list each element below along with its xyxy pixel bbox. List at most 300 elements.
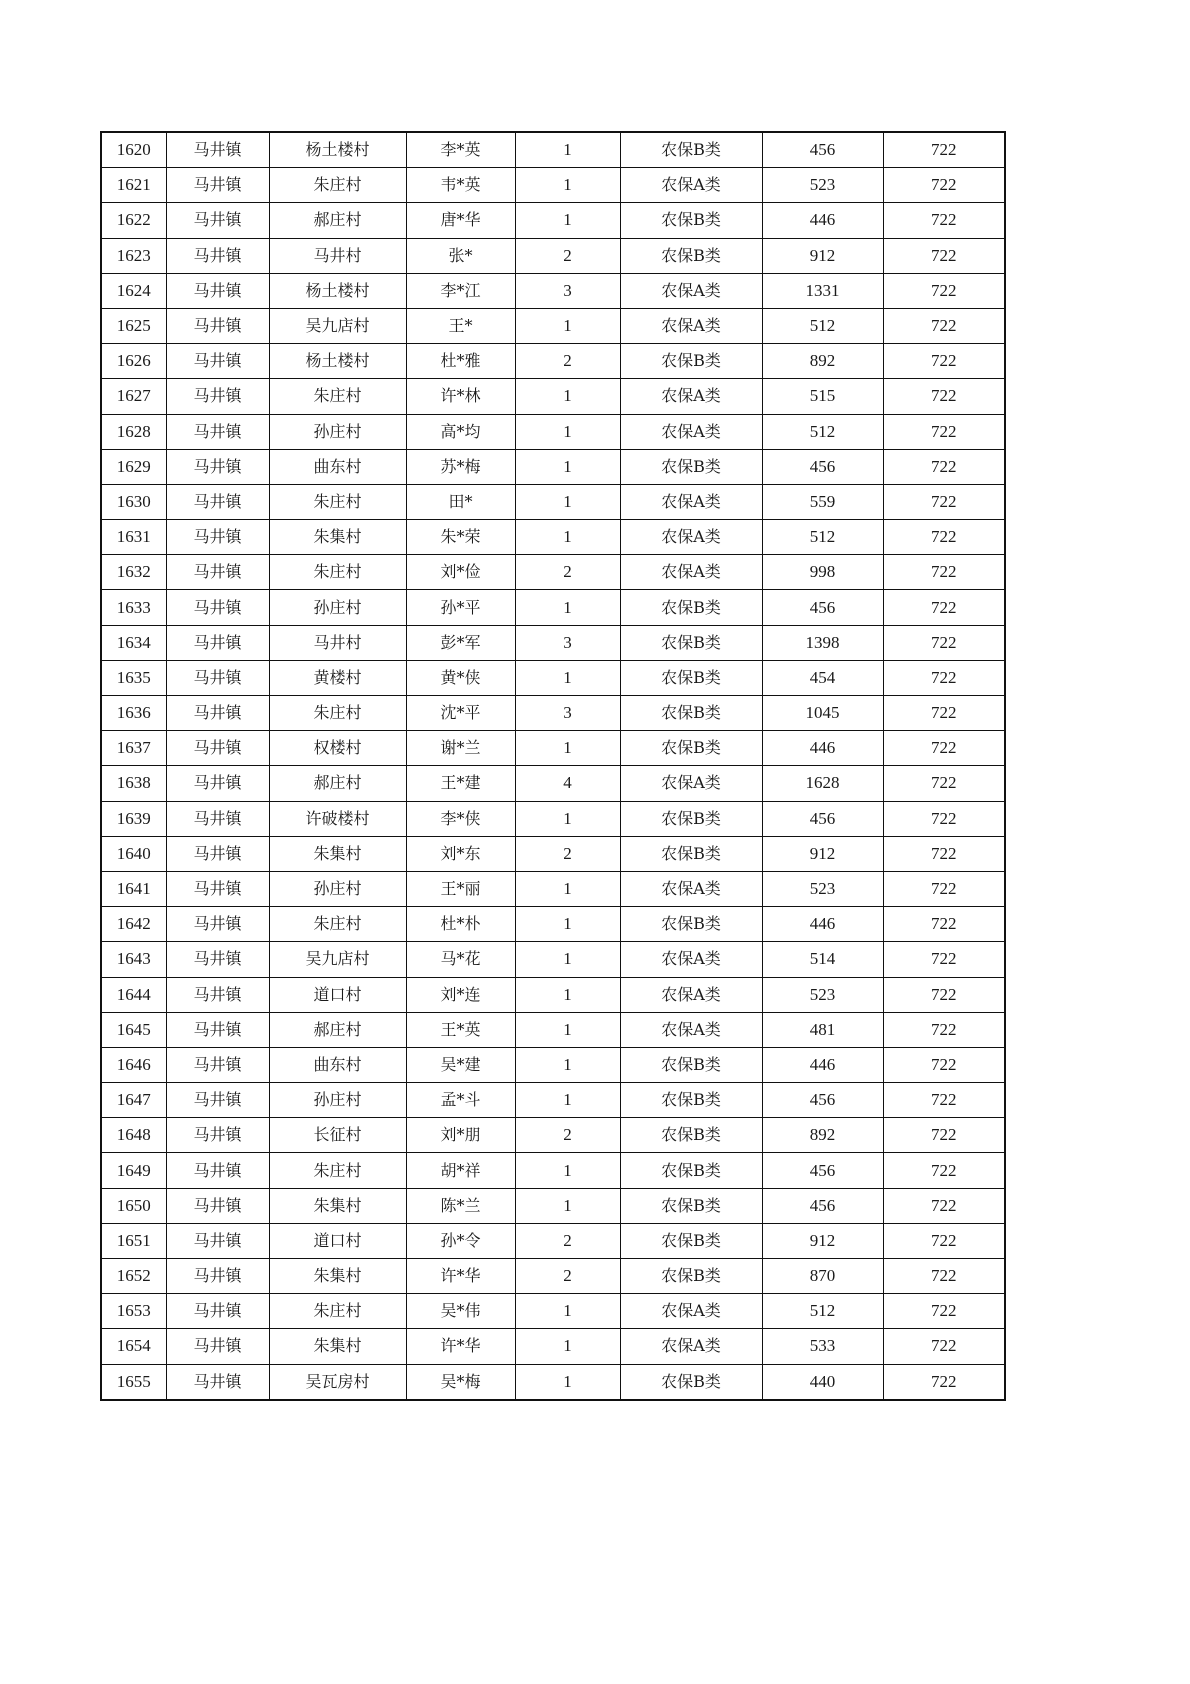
name-cell: 高*均 xyxy=(406,414,515,449)
amount-cell: 912 xyxy=(762,1223,883,1258)
amount-cell: 514 xyxy=(762,942,883,977)
household-size-cell: 1 xyxy=(515,379,620,414)
household-size-cell: 1 xyxy=(515,168,620,203)
amount-cell: 454 xyxy=(762,660,883,695)
standard-cell: 722 xyxy=(883,801,1005,836)
table-row xyxy=(101,696,1005,731)
standard-cell: 722 xyxy=(883,273,1005,308)
serial-number-cell: 1645 xyxy=(101,1012,166,1047)
village-cell: 道口村 xyxy=(269,1223,406,1258)
village-cell: 孙庄村 xyxy=(269,590,406,625)
table-row xyxy=(101,1364,1005,1400)
amount-cell: 523 xyxy=(762,871,883,906)
table-row xyxy=(101,625,1005,660)
town-cell: 马井镇 xyxy=(166,484,269,519)
village-cell: 朱庄村 xyxy=(269,696,406,731)
table-row xyxy=(101,344,1005,379)
serial-number-cell: 1650 xyxy=(101,1188,166,1223)
name-cell: 吴*梅 xyxy=(406,1364,515,1400)
standard-cell: 722 xyxy=(883,1294,1005,1329)
standard-cell: 722 xyxy=(883,1188,1005,1223)
standard-cell: 722 xyxy=(883,1329,1005,1364)
category-cell: 农保A类 xyxy=(620,766,762,801)
town-cell: 马井镇 xyxy=(166,1188,269,1223)
roster-table-body xyxy=(101,132,1005,1400)
serial-number-cell: 1625 xyxy=(101,308,166,343)
town-cell: 马井镇 xyxy=(166,1083,269,1118)
village-cell: 朱庄村 xyxy=(269,379,406,414)
village-cell: 朱庄村 xyxy=(269,1153,406,1188)
amount-cell: 870 xyxy=(762,1259,883,1294)
standard-cell: 722 xyxy=(883,308,1005,343)
name-cell: 许*华 xyxy=(406,1329,515,1364)
standard-cell: 722 xyxy=(883,977,1005,1012)
household-size-cell: 1 xyxy=(515,871,620,906)
village-cell: 朱庄村 xyxy=(269,484,406,519)
town-cell: 马井镇 xyxy=(166,1047,269,1082)
table-row xyxy=(101,801,1005,836)
amount-cell: 559 xyxy=(762,484,883,519)
category-cell: 农保B类 xyxy=(620,203,762,238)
village-cell: 朱庄村 xyxy=(269,168,406,203)
serial-number-cell: 1639 xyxy=(101,801,166,836)
amount-cell: 512 xyxy=(762,1294,883,1329)
amount-cell: 481 xyxy=(762,1012,883,1047)
serial-number-cell: 1642 xyxy=(101,907,166,942)
category-cell: 农保B类 xyxy=(620,238,762,273)
town-cell: 马井镇 xyxy=(166,977,269,1012)
town-cell: 马井镇 xyxy=(166,942,269,977)
standard-cell: 722 xyxy=(883,590,1005,625)
village-cell: 郝庄村 xyxy=(269,766,406,801)
amount-cell: 1045 xyxy=(762,696,883,731)
category-cell: 农保A类 xyxy=(620,308,762,343)
household-size-cell: 1 xyxy=(515,1012,620,1047)
standard-cell: 722 xyxy=(883,203,1005,238)
serial-number-cell: 1649 xyxy=(101,1153,166,1188)
amount-cell: 1398 xyxy=(762,625,883,660)
name-cell: 王*建 xyxy=(406,766,515,801)
category-cell: 农保A类 xyxy=(620,520,762,555)
village-cell: 孙庄村 xyxy=(269,1083,406,1118)
standard-cell: 722 xyxy=(883,344,1005,379)
town-cell: 马井镇 xyxy=(166,344,269,379)
town-cell: 马井镇 xyxy=(166,1259,269,1294)
household-size-cell: 1 xyxy=(515,203,620,238)
table-row xyxy=(101,308,1005,343)
village-cell: 朱庄村 xyxy=(269,907,406,942)
category-cell: 农保A类 xyxy=(620,379,762,414)
village-cell: 吴九店村 xyxy=(269,308,406,343)
category-cell: 农保B类 xyxy=(620,132,762,168)
amount-cell: 533 xyxy=(762,1329,883,1364)
household-size-cell: 1 xyxy=(515,907,620,942)
table-row xyxy=(101,731,1005,766)
serial-number-cell: 1633 xyxy=(101,590,166,625)
table-row xyxy=(101,273,1005,308)
town-cell: 马井镇 xyxy=(166,1223,269,1258)
town-cell: 马井镇 xyxy=(166,696,269,731)
standard-cell: 722 xyxy=(883,520,1005,555)
household-size-cell: 1 xyxy=(515,132,620,168)
name-cell: 李*英 xyxy=(406,132,515,168)
serial-number-cell: 1626 xyxy=(101,344,166,379)
village-cell: 杨土楼村 xyxy=(269,273,406,308)
name-cell: 许*华 xyxy=(406,1259,515,1294)
village-cell: 曲东村 xyxy=(269,1047,406,1082)
table-row xyxy=(101,1188,1005,1223)
village-cell: 杨土楼村 xyxy=(269,132,406,168)
roster-table xyxy=(100,131,1006,1401)
household-size-cell: 1 xyxy=(515,660,620,695)
name-cell: 孟*斗 xyxy=(406,1083,515,1118)
serial-number-cell: 1636 xyxy=(101,696,166,731)
serial-number-cell: 1631 xyxy=(101,520,166,555)
household-size-cell: 1 xyxy=(515,942,620,977)
household-size-cell: 2 xyxy=(515,1118,620,1153)
category-cell: 农保A类 xyxy=(620,555,762,590)
name-cell: 田* xyxy=(406,484,515,519)
name-cell: 孙*令 xyxy=(406,1223,515,1258)
serial-number-cell: 1644 xyxy=(101,977,166,1012)
standard-cell: 722 xyxy=(883,555,1005,590)
name-cell: 孙*平 xyxy=(406,590,515,625)
category-cell: 农保A类 xyxy=(620,871,762,906)
table-row xyxy=(101,660,1005,695)
standard-cell: 722 xyxy=(883,1259,1005,1294)
standard-cell: 722 xyxy=(883,660,1005,695)
amount-cell: 523 xyxy=(762,977,883,1012)
household-size-cell: 2 xyxy=(515,836,620,871)
town-cell: 马井镇 xyxy=(166,907,269,942)
category-cell: 农保B类 xyxy=(620,1223,762,1258)
amount-cell: 523 xyxy=(762,168,883,203)
village-cell: 孙庄村 xyxy=(269,414,406,449)
household-size-cell: 1 xyxy=(515,414,620,449)
table-row xyxy=(101,449,1005,484)
serial-number-cell: 1648 xyxy=(101,1118,166,1153)
amount-cell: 1331 xyxy=(762,273,883,308)
town-cell: 马井镇 xyxy=(166,273,269,308)
standard-cell: 722 xyxy=(883,871,1005,906)
table-row xyxy=(101,132,1005,168)
town-cell: 马井镇 xyxy=(166,1012,269,1047)
household-size-cell: 1 xyxy=(515,449,620,484)
name-cell: 王*丽 xyxy=(406,871,515,906)
category-cell: 农保B类 xyxy=(620,1153,762,1188)
town-cell: 马井镇 xyxy=(166,1329,269,1364)
serial-number-cell: 1654 xyxy=(101,1329,166,1364)
name-cell: 韦*英 xyxy=(406,168,515,203)
standard-cell: 722 xyxy=(883,1118,1005,1153)
name-cell: 刘*俭 xyxy=(406,555,515,590)
serial-number-cell: 1647 xyxy=(101,1083,166,1118)
table-row xyxy=(101,1329,1005,1364)
village-cell: 朱庄村 xyxy=(269,555,406,590)
town-cell: 马井镇 xyxy=(166,168,269,203)
amount-cell: 456 xyxy=(762,1188,883,1223)
name-cell: 苏*梅 xyxy=(406,449,515,484)
name-cell: 杜*雅 xyxy=(406,344,515,379)
table-row xyxy=(101,942,1005,977)
category-cell: 农保A类 xyxy=(620,1329,762,1364)
name-cell: 刘*东 xyxy=(406,836,515,871)
serial-number-cell: 1621 xyxy=(101,168,166,203)
household-size-cell: 1 xyxy=(515,1047,620,1082)
standard-cell: 722 xyxy=(883,414,1005,449)
standard-cell: 722 xyxy=(883,907,1005,942)
village-cell: 马井村 xyxy=(269,625,406,660)
household-size-cell: 1 xyxy=(515,1364,620,1400)
town-cell: 马井镇 xyxy=(166,590,269,625)
town-cell: 马井镇 xyxy=(166,414,269,449)
serial-number-cell: 1635 xyxy=(101,660,166,695)
standard-cell: 722 xyxy=(883,379,1005,414)
amount-cell: 456 xyxy=(762,1153,883,1188)
town-cell: 马井镇 xyxy=(166,1364,269,1400)
serial-number-cell: 1629 xyxy=(101,449,166,484)
table-row xyxy=(101,590,1005,625)
table-row xyxy=(101,1223,1005,1258)
household-size-cell: 1 xyxy=(515,731,620,766)
town-cell: 马井镇 xyxy=(166,449,269,484)
town-cell: 马井镇 xyxy=(166,379,269,414)
serial-number-cell: 1646 xyxy=(101,1047,166,1082)
name-cell: 彭*军 xyxy=(406,625,515,660)
household-size-cell: 4 xyxy=(515,766,620,801)
village-cell: 郝庄村 xyxy=(269,203,406,238)
table-row xyxy=(101,977,1005,1012)
category-cell: 农保B类 xyxy=(620,1047,762,1082)
standard-cell: 722 xyxy=(883,1047,1005,1082)
name-cell: 马*花 xyxy=(406,942,515,977)
amount-cell: 446 xyxy=(762,1047,883,1082)
town-cell: 马井镇 xyxy=(166,1294,269,1329)
serial-number-cell: 1630 xyxy=(101,484,166,519)
village-cell: 道口村 xyxy=(269,977,406,1012)
serial-number-cell: 1640 xyxy=(101,836,166,871)
name-cell: 吴*伟 xyxy=(406,1294,515,1329)
town-cell: 马井镇 xyxy=(166,625,269,660)
standard-cell: 722 xyxy=(883,1153,1005,1188)
name-cell: 沈*平 xyxy=(406,696,515,731)
name-cell: 谢*兰 xyxy=(406,731,515,766)
amount-cell: 512 xyxy=(762,520,883,555)
amount-cell: 998 xyxy=(762,555,883,590)
village-cell: 权楼村 xyxy=(269,731,406,766)
village-cell: 朱集村 xyxy=(269,1259,406,1294)
serial-number-cell: 1622 xyxy=(101,203,166,238)
table-row xyxy=(101,1012,1005,1047)
village-cell: 郝庄村 xyxy=(269,1012,406,1047)
amount-cell: 446 xyxy=(762,203,883,238)
amount-cell: 446 xyxy=(762,907,883,942)
name-cell: 李*侠 xyxy=(406,801,515,836)
town-cell: 马井镇 xyxy=(166,766,269,801)
town-cell: 马井镇 xyxy=(166,731,269,766)
standard-cell: 722 xyxy=(883,1012,1005,1047)
name-cell: 张* xyxy=(406,238,515,273)
household-size-cell: 1 xyxy=(515,1329,620,1364)
household-size-cell: 2 xyxy=(515,1223,620,1258)
name-cell: 刘*连 xyxy=(406,977,515,1012)
town-cell: 马井镇 xyxy=(166,132,269,168)
name-cell: 吴*建 xyxy=(406,1047,515,1082)
amount-cell: 912 xyxy=(762,238,883,273)
table-row xyxy=(101,836,1005,871)
household-size-cell: 1 xyxy=(515,977,620,1012)
category-cell: 农保B类 xyxy=(620,1188,762,1223)
household-size-cell: 1 xyxy=(515,590,620,625)
serial-number-cell: 1655 xyxy=(101,1364,166,1400)
town-cell: 马井镇 xyxy=(166,520,269,555)
standard-cell: 722 xyxy=(883,238,1005,273)
amount-cell: 456 xyxy=(762,1083,883,1118)
village-cell: 马井村 xyxy=(269,238,406,273)
name-cell: 陈*兰 xyxy=(406,1188,515,1223)
table-row xyxy=(101,1153,1005,1188)
table-row xyxy=(101,414,1005,449)
serial-number-cell: 1643 xyxy=(101,942,166,977)
table-row xyxy=(101,871,1005,906)
category-cell: 农保A类 xyxy=(620,1012,762,1047)
amount-cell: 456 xyxy=(762,132,883,168)
village-cell: 吴瓦房村 xyxy=(269,1364,406,1400)
category-cell: 农保A类 xyxy=(620,1294,762,1329)
standard-cell: 722 xyxy=(883,168,1005,203)
category-cell: 农保A类 xyxy=(620,484,762,519)
table-row xyxy=(101,1118,1005,1153)
category-cell: 农保B类 xyxy=(620,1083,762,1118)
serial-number-cell: 1624 xyxy=(101,273,166,308)
amount-cell: 446 xyxy=(762,731,883,766)
amount-cell: 456 xyxy=(762,801,883,836)
table-row xyxy=(101,520,1005,555)
serial-number-cell: 1632 xyxy=(101,555,166,590)
amount-cell: 1628 xyxy=(762,766,883,801)
town-cell: 马井镇 xyxy=(166,238,269,273)
village-cell: 朱集村 xyxy=(269,1188,406,1223)
standard-cell: 722 xyxy=(883,731,1005,766)
category-cell: 农保B类 xyxy=(620,696,762,731)
standard-cell: 722 xyxy=(883,484,1005,519)
town-cell: 马井镇 xyxy=(166,1153,269,1188)
table-row xyxy=(101,1294,1005,1329)
serial-number-cell: 1627 xyxy=(101,379,166,414)
household-size-cell: 3 xyxy=(515,625,620,660)
table-row xyxy=(101,1047,1005,1082)
name-cell: 李*江 xyxy=(406,273,515,308)
amount-cell: 892 xyxy=(762,1118,883,1153)
standard-cell: 722 xyxy=(883,836,1005,871)
table-row xyxy=(101,907,1005,942)
category-cell: 农保A类 xyxy=(620,168,762,203)
serial-number-cell: 1623 xyxy=(101,238,166,273)
village-cell: 许破楼村 xyxy=(269,801,406,836)
household-size-cell: 2 xyxy=(515,555,620,590)
standard-cell: 722 xyxy=(883,1223,1005,1258)
category-cell: 农保B类 xyxy=(620,1259,762,1294)
household-size-cell: 1 xyxy=(515,308,620,343)
serial-number-cell: 1638 xyxy=(101,766,166,801)
village-cell: 朱集村 xyxy=(269,836,406,871)
standard-cell: 722 xyxy=(883,1364,1005,1400)
table-row xyxy=(101,238,1005,273)
town-cell: 马井镇 xyxy=(166,1118,269,1153)
serial-number-cell: 1634 xyxy=(101,625,166,660)
household-size-cell: 2 xyxy=(515,238,620,273)
category-cell: 农保B类 xyxy=(620,1364,762,1400)
name-cell: 刘*朋 xyxy=(406,1118,515,1153)
amount-cell: 512 xyxy=(762,308,883,343)
table-row xyxy=(101,168,1005,203)
household-size-cell: 3 xyxy=(515,696,620,731)
village-cell: 孙庄村 xyxy=(269,871,406,906)
village-cell: 杨土楼村 xyxy=(269,344,406,379)
town-cell: 马井镇 xyxy=(166,555,269,590)
household-size-cell: 1 xyxy=(515,1294,620,1329)
amount-cell: 456 xyxy=(762,449,883,484)
serial-number-cell: 1652 xyxy=(101,1259,166,1294)
table-row xyxy=(101,766,1005,801)
category-cell: 农保B类 xyxy=(620,625,762,660)
household-size-cell: 1 xyxy=(515,801,620,836)
category-cell: 农保A类 xyxy=(620,273,762,308)
household-size-cell: 1 xyxy=(515,1188,620,1223)
table-row xyxy=(101,379,1005,414)
table-row xyxy=(101,1259,1005,1294)
town-cell: 马井镇 xyxy=(166,308,269,343)
category-cell: 农保A类 xyxy=(620,414,762,449)
table-row xyxy=(101,484,1005,519)
village-cell: 朱集村 xyxy=(269,520,406,555)
town-cell: 马井镇 xyxy=(166,203,269,238)
standard-cell: 722 xyxy=(883,132,1005,168)
serial-number-cell: 1628 xyxy=(101,414,166,449)
category-cell: 农保B类 xyxy=(620,590,762,625)
town-cell: 马井镇 xyxy=(166,871,269,906)
amount-cell: 456 xyxy=(762,590,883,625)
standard-cell: 722 xyxy=(883,625,1005,660)
name-cell: 胡*祥 xyxy=(406,1153,515,1188)
village-cell: 朱集村 xyxy=(269,1329,406,1364)
household-size-cell: 2 xyxy=(515,344,620,379)
standard-cell: 722 xyxy=(883,449,1005,484)
serial-number-cell: 1651 xyxy=(101,1223,166,1258)
standard-cell: 722 xyxy=(883,1083,1005,1118)
serial-number-cell: 1653 xyxy=(101,1294,166,1329)
household-size-cell: 1 xyxy=(515,520,620,555)
town-cell: 马井镇 xyxy=(166,836,269,871)
standard-cell: 722 xyxy=(883,696,1005,731)
name-cell: 杜*朴 xyxy=(406,907,515,942)
name-cell: 王* xyxy=(406,308,515,343)
serial-number-cell: 1641 xyxy=(101,871,166,906)
category-cell: 农保B类 xyxy=(620,344,762,379)
table-row xyxy=(101,1083,1005,1118)
amount-cell: 515 xyxy=(762,379,883,414)
category-cell: 农保B类 xyxy=(620,1118,762,1153)
category-cell: 农保B类 xyxy=(620,836,762,871)
amount-cell: 892 xyxy=(762,344,883,379)
category-cell: 农保B类 xyxy=(620,731,762,766)
household-size-cell: 2 xyxy=(515,1259,620,1294)
household-size-cell: 3 xyxy=(515,273,620,308)
name-cell: 许*林 xyxy=(406,379,515,414)
village-cell: 长征村 xyxy=(269,1118,406,1153)
category-cell: 农保B类 xyxy=(620,801,762,836)
category-cell: 农保A类 xyxy=(620,977,762,1012)
